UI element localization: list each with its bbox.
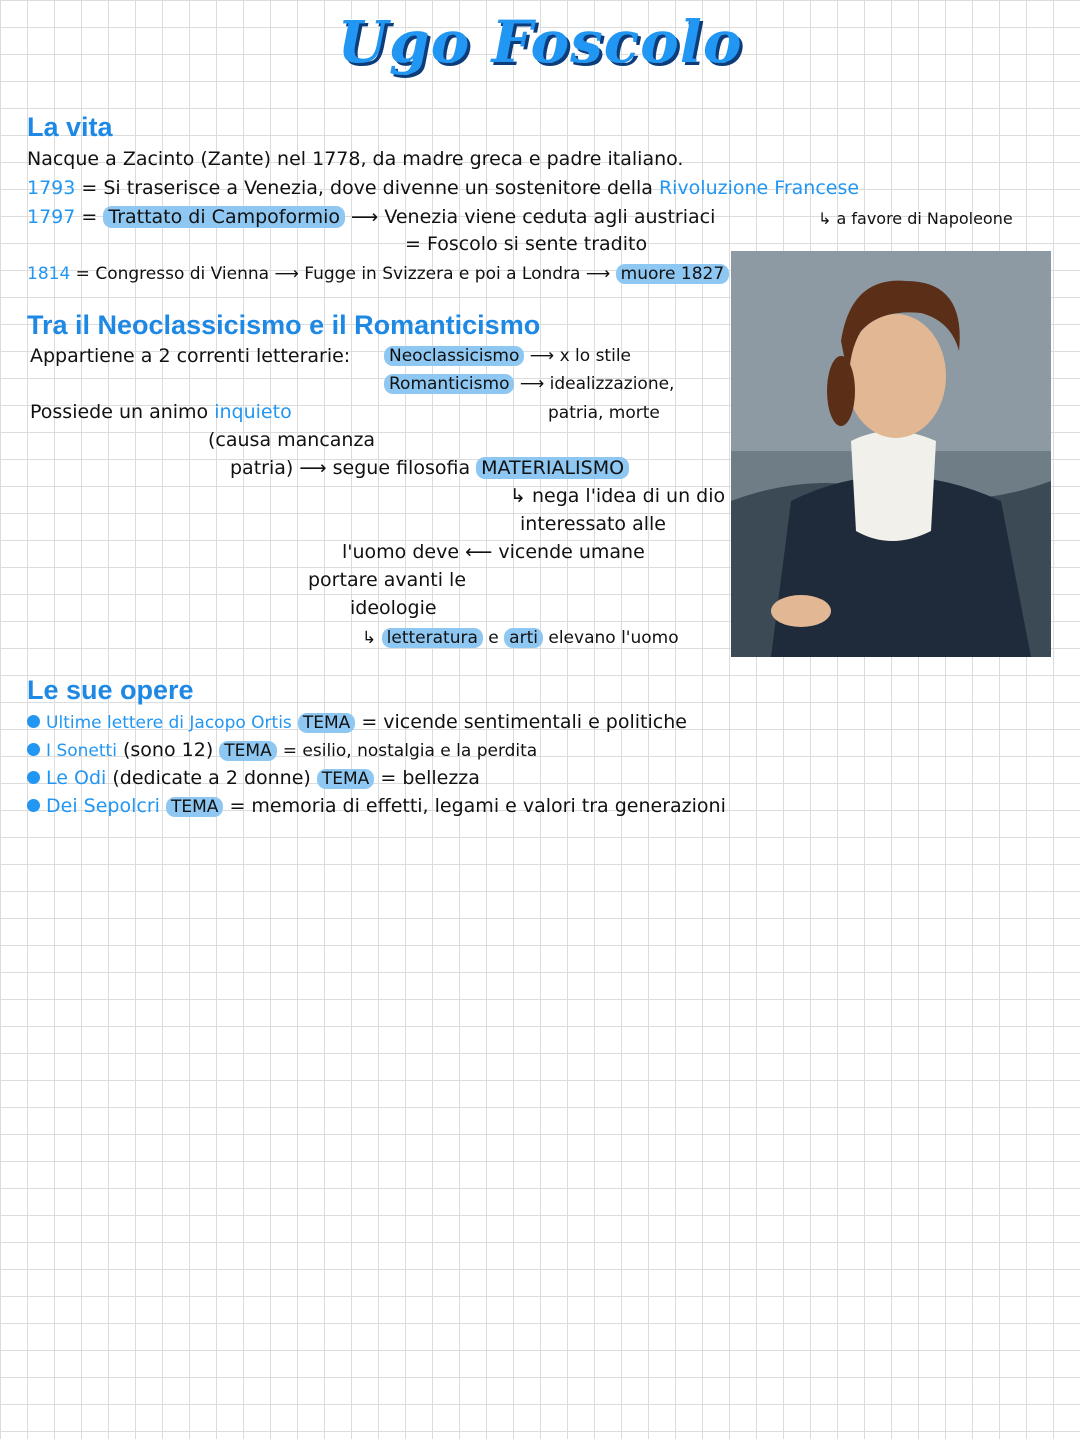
text-1793: = Si traserisce a Venezia, dove divenne un sostenitore della <box>81 177 653 199</box>
muore-1827: muore 1827 <box>616 264 729 284</box>
nega-2: interessato alle <box>520 513 666 535</box>
inquieto: inquieto <box>214 401 292 423</box>
elevano-uomo: elevano l'uomo <box>548 628 679 648</box>
letteratura-line <box>362 628 679 648</box>
year-1814: 1814 <box>27 264 71 284</box>
rom-desc-1: idealizzazione, <box>549 374 675 394</box>
section-heading-correnti: Tra il Neoclassicismo e il Romanticismo <box>27 310 541 340</box>
causa-1: (causa mancanza <box>208 429 376 451</box>
uomo-3: ideologie <box>350 597 437 619</box>
neoclassicismo: Neoclassicismo <box>384 346 524 366</box>
back-arrow-icon: ⟵ <box>465 541 493 563</box>
bullet-icon <box>27 799 40 812</box>
romanticismo: Romanticismo <box>384 374 514 394</box>
opera-extra: (dedicate a 2 donne) <box>112 767 311 789</box>
opera-name: Ultime lettere di Jacopo Ortis <box>46 713 292 733</box>
possiede-text: Possiede un animo <box>30 401 209 423</box>
arrow-icon: ⟶ <box>351 206 379 228</box>
page-title: Ugo Foscolo <box>337 8 743 76</box>
rivoluzione-francese: Rivoluzione Francese <box>658 177 860 199</box>
tema-label: TEMA <box>317 769 374 789</box>
venezia-ceduta: Venezia viene ceduta agli austriaci <box>384 206 716 228</box>
neo-desc: x lo stile <box>559 346 631 366</box>
bullet-icon <box>27 715 40 728</box>
segue-filosofia: segue filosofia <box>332 457 471 479</box>
opera-desc: = esilio, nostalgia e la perdita <box>282 741 538 761</box>
romanticismo-line <box>384 374 674 394</box>
tema-label: TEMA <box>298 713 355 733</box>
fugge-svizzera: Fugge in Svizzera e poi a Londra <box>304 264 581 284</box>
section-heading-vita: La vita <box>27 112 113 142</box>
nega-3: vicende umane <box>498 541 645 563</box>
tema-label: TEMA <box>166 797 223 817</box>
e-conj: e <box>488 628 499 648</box>
foscolo-tradito: = Foscolo si sente tradito <box>405 233 648 255</box>
opera-item <box>27 739 537 761</box>
arrow-icon: ⟶ <box>274 264 299 284</box>
appartiene-correnti: Appartiene a 2 correnti letterarie: <box>30 345 351 367</box>
opera-desc: = vicende sentimentali e politiche <box>361 711 687 733</box>
opera-extra: (sono 12) <box>123 739 214 761</box>
favore-napoleone: ↳ a favore di Napoleone <box>818 209 1013 228</box>
opera-name: Le Odi <box>46 767 107 789</box>
portrait-image <box>731 251 1051 657</box>
vita-line-1793 <box>27 177 859 199</box>
year-1793: 1793 <box>27 177 76 199</box>
section-heading-opere: Le sue opere <box>27 675 194 705</box>
tema-label: TEMA <box>219 741 276 761</box>
arrow-icon: ⟶ <box>299 457 327 479</box>
opera-item <box>27 795 726 817</box>
rom-desc-2: patria, morte <box>548 403 660 423</box>
causa-2-line <box>230 457 629 479</box>
arrow-icon: ⟶ <box>529 346 555 366</box>
causa-2: patria) <box>230 457 294 479</box>
trattato-campoformio: Trattato di Campoformio <box>103 206 345 228</box>
vita-line-birth: Nacque a Zacinto (Zante) nel 1778, da madre greca e padre italiano. <box>27 148 684 170</box>
vita-line-1814 <box>27 264 729 284</box>
opera-item <box>27 767 480 789</box>
congresso-vienna: = Congresso di Vienna <box>75 264 270 284</box>
opera-name: Dei Sepolcri <box>46 795 160 817</box>
opera-name: I Sonetti <box>46 741 117 761</box>
bullet-icon <box>27 771 40 784</box>
year-1797: 1797 <box>27 206 76 228</box>
letteratura: letteratura <box>382 628 483 648</box>
opera-desc: = memoria di effetti, legami e valori tra generazioni <box>229 795 726 817</box>
bullet-icon <box>27 743 40 756</box>
eq-1797: = <box>81 206 98 228</box>
portrait-drawing <box>731 251 1051 657</box>
uomo-1: l'uomo deve <box>342 541 460 563</box>
neoclassicismo-line <box>384 346 631 366</box>
uomo-line <box>342 541 645 563</box>
materialismo: MATERIALISMO <box>476 457 629 479</box>
possiede-line <box>30 401 292 423</box>
arrow-icon: ⟶ <box>585 264 611 284</box>
arrow-icon: ⟶ <box>519 374 545 394</box>
vita-line-1797 <box>27 206 715 228</box>
opera-desc: = bellezza <box>380 767 480 789</box>
arti: arti <box>504 628 543 648</box>
corner-arrow-icon: ↳ <box>362 628 377 648</box>
nega-1: ↳ nega l'idea di un dio <box>510 485 726 507</box>
uomo-2: portare avanti le <box>308 569 467 591</box>
opera-item <box>27 711 687 733</box>
